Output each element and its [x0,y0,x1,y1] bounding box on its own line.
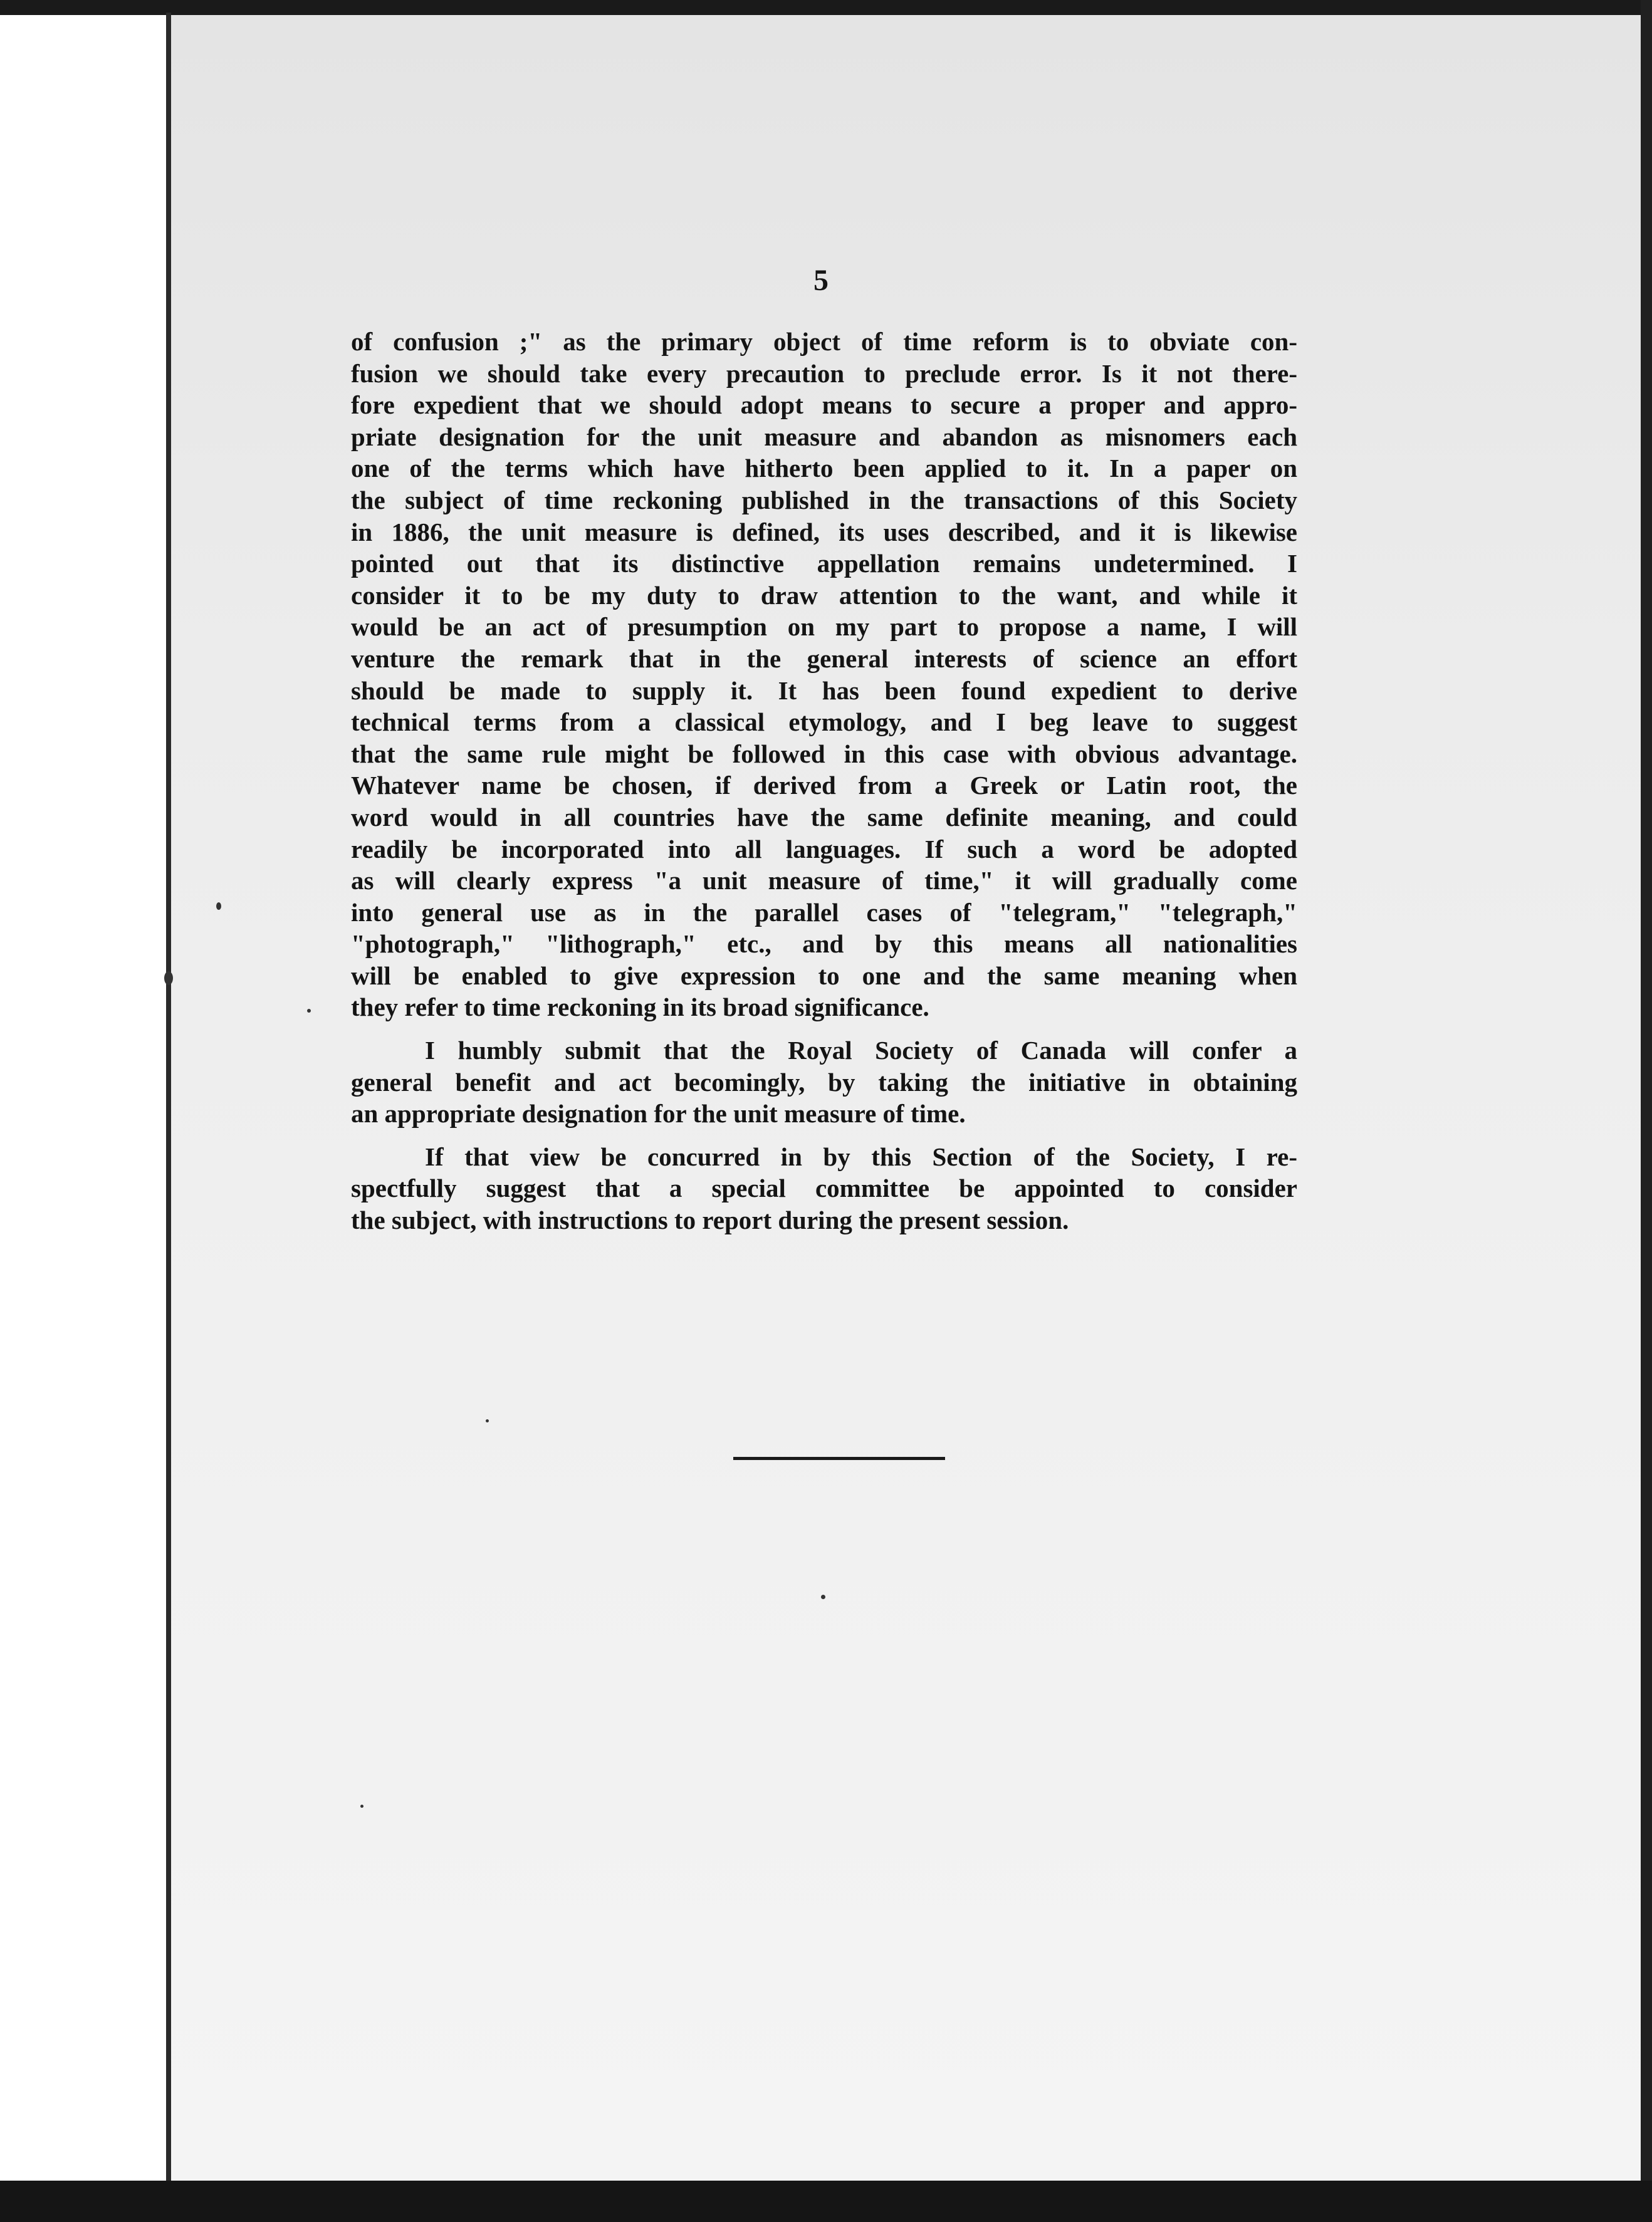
text-line: venture the remark that in the general interests of science an effort [351,644,1297,673]
text-line: I humbly submit that the Royal Society of Canada will confer a [425,1036,1297,1065]
paragraph [351,1035,1297,1130]
paragraph-gap [351,1130,1297,1141]
scan-border-right [1641,0,1652,2222]
text-line: in 1886, the unit measure is defined, its uses described, and it is likewise [351,517,1297,546]
text-line: they refer to time reckoning in its broad significance. [351,993,929,1022]
text-line: general benefit and act becomingly, by taking the initiative in obtaining [351,1067,1297,1097]
scan-speck [486,1419,489,1422]
scan-gutter [166,13,171,2181]
text-line: the subject of time reckoning published in the transactions of this Society [351,485,1297,514]
text-line: that the same rule might be followed in this case with obvious advantage. [351,739,1297,768]
text-line: the subject, with instructions to report during the present session. [351,1206,1069,1235]
section-divider-rule [733,1457,945,1460]
text-line: "photograph," "lithograph," etc., and by this means all nationalities [351,929,1297,959]
scan-speck [164,971,173,985]
text-line: consider it to be my duty to draw attention to the want, and while it [351,580,1297,610]
text-line: technical terms from a classical etymology, and I beg leave to suggest [351,707,1297,737]
page-number: 5 [813,264,829,297]
text-line: will be enabled to give expression to one and the same meaning when [351,961,1297,990]
text-line: Whatever name be chosen, if derived from a Greek or Latin root, the [351,771,1297,800]
scan-speck [360,1805,363,1808]
text-line: into general use as in the parallel cases of "telegram," "telegraph," [351,897,1297,927]
text-line: fore expedient that we should adopt means to secure a proper and appro- [351,390,1297,420]
text-line: spectfully suggest that a special committee be appointed to consider [351,1174,1297,1203]
text-line: as will clearly express "a unit measure of time," it will gradually come [351,866,1297,895]
paragraph [351,1141,1297,1236]
text-line: readily be incorporated into all languages. If such a word be adopted [351,834,1297,863]
text-line: one of the terms which have hitherto been applied to it. In a paper on [351,454,1297,483]
text-line: would be an act of presumption on my part to propose a name, I will [351,612,1297,642]
text-line: word would in all countries have the same definite meaning, and could [351,802,1297,832]
text-line: fusion we should take every precaution to preclude error. Is it not there- [351,358,1297,388]
scan-speck [821,1595,825,1599]
scan-border-bottom [0,2181,1652,2222]
text-line: If that view be concurred in by this Section of the Society, I re- [425,1142,1297,1171]
scan-speck [216,902,221,910]
paragraph-gap [351,1023,1297,1035]
text-line: priate designation for the unit measure and abandon as misnomers each [351,422,1297,451]
text-line: should be made to supply it. It has been found expedient to derive [351,675,1297,705]
text-line: of confusion ;" as the primary object of time reform is to obviate con- [351,327,1297,356]
paragraph [351,326,1297,1023]
body-text [351,326,1297,1236]
text-line: pointed out that its distinctive appellation remains undetermined. I [351,549,1297,578]
scan-speck [307,1009,311,1013]
scan-border-top [0,0,1652,15]
text-line: an appropriate designation for the unit measure of time. [351,1099,966,1129]
